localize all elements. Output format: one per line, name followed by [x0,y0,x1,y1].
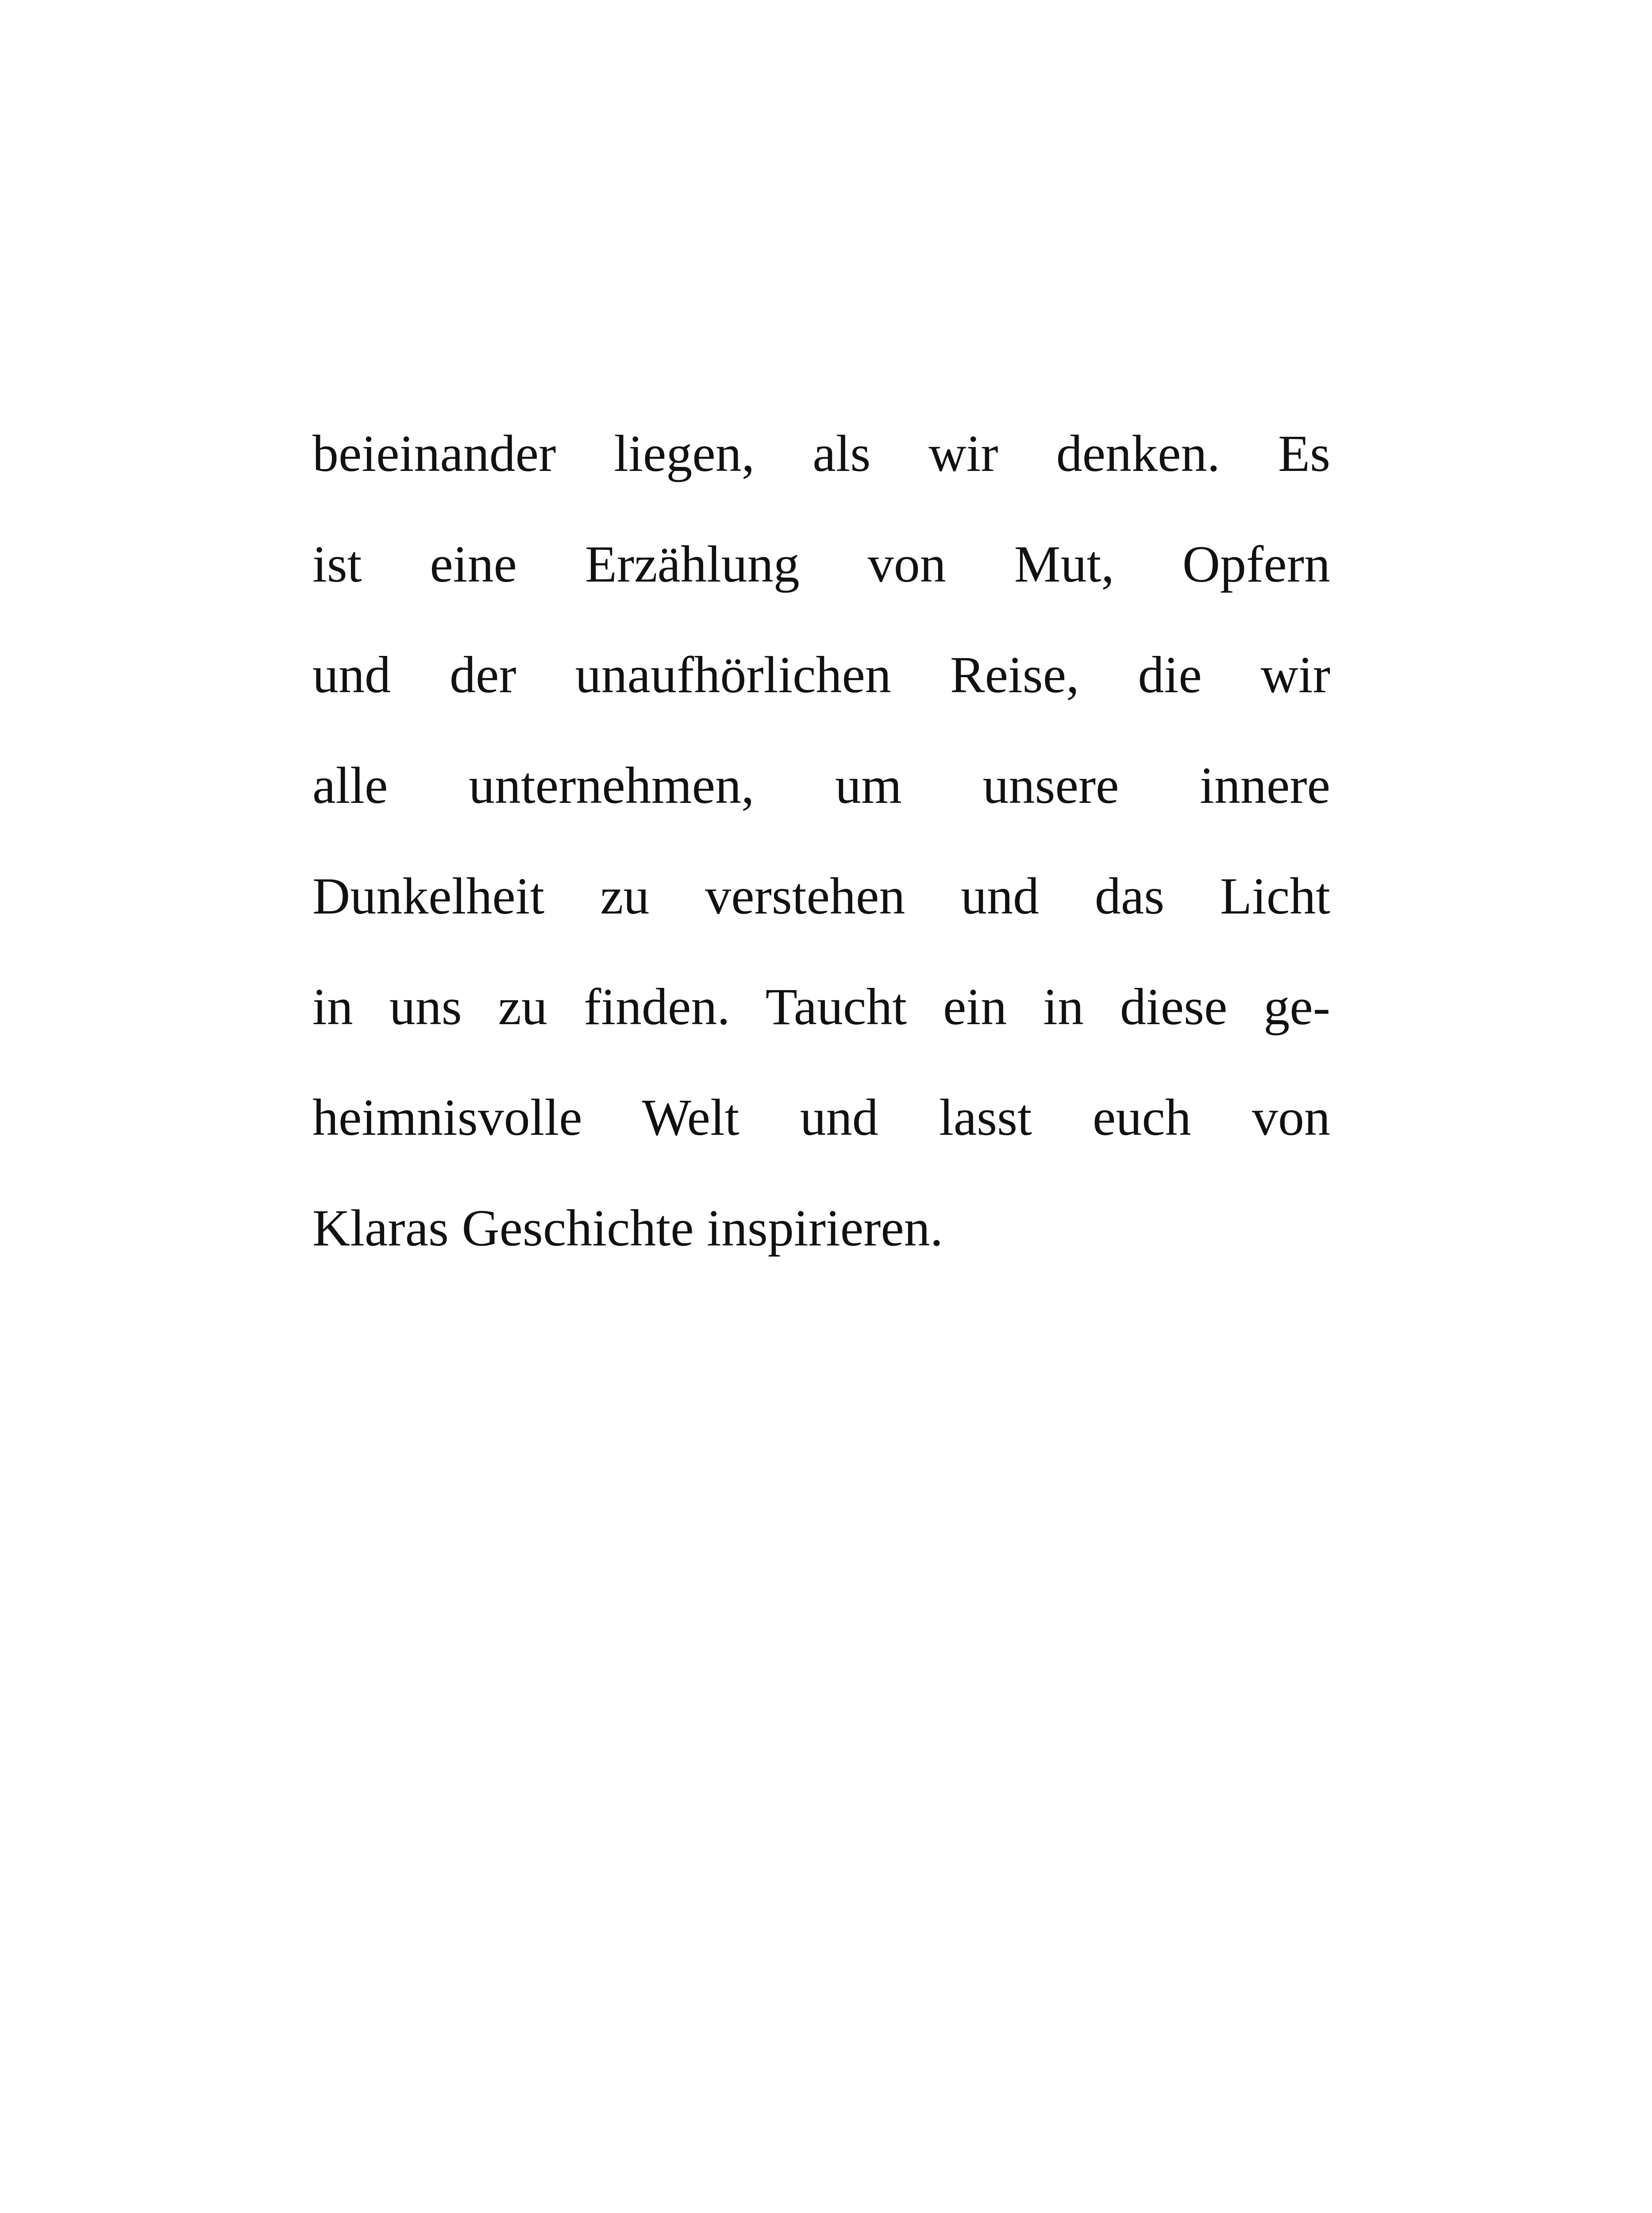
text-line: Klaras Geschichte inspirieren. [312,1199,943,1257]
text-line: ist eine Erzählung von Mut, Opfern [312,535,1330,593]
text-line: Dunkelheit zu verstehen und das Licht [312,867,1330,925]
body-paragraph [312,398,1330,1284]
text-line: und der unaufhörlichen Reise, die wir [312,646,1330,704]
text-line: beieinander liegen, als wir denken. Es [312,424,1330,482]
text-line: in uns zu finden. Taucht ein in diese ge- [312,978,1330,1036]
text-line: heimnisvolle Welt und lasst euch von [312,1088,1330,1146]
text-line: alle unternehmen, um unsere innere [312,756,1330,814]
